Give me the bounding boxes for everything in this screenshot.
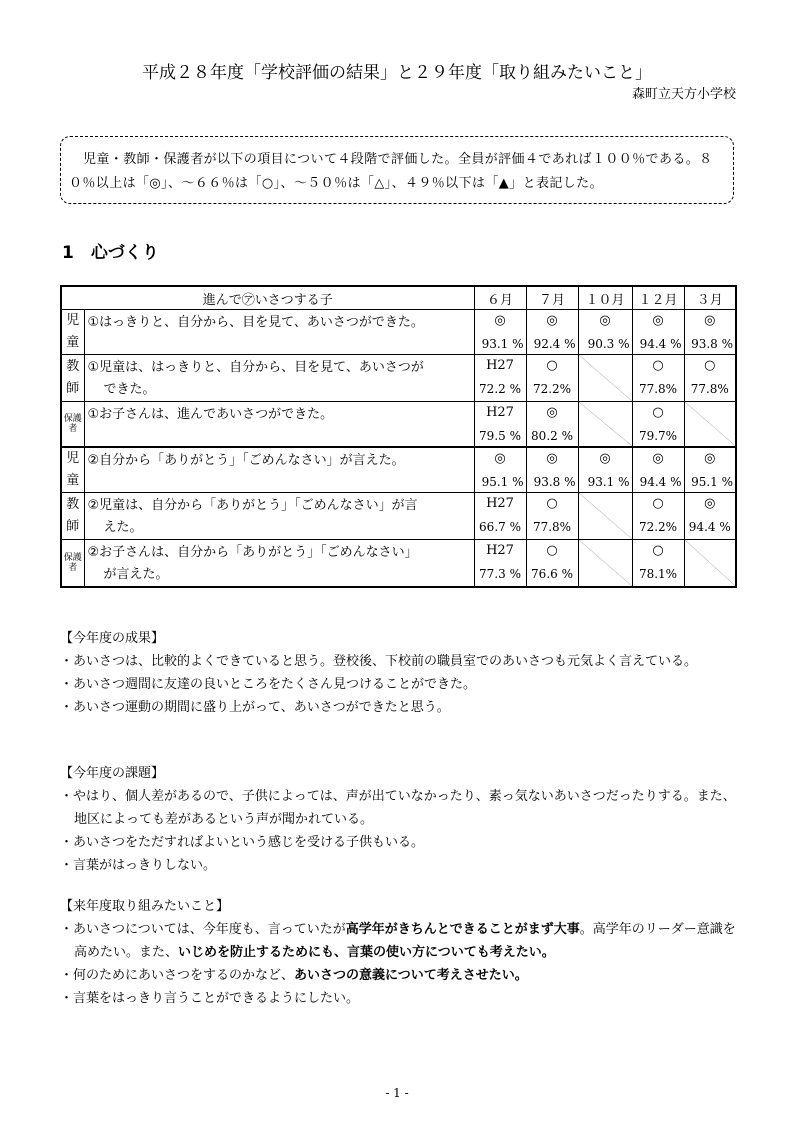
rating-percent: 93.8 %: [691, 337, 734, 351]
rating-cell: [632, 447, 684, 493]
page-number: - 1 -: [385, 1086, 409, 1100]
rating-symbol: ○: [652, 543, 664, 558]
rating-cell: [526, 310, 578, 355]
empty-cell: [684, 540, 736, 588]
item-text: [84, 540, 474, 588]
rating-cell: [578, 310, 632, 355]
section-title: 1 心づくり: [62, 243, 159, 263]
rating-cell: [474, 447, 526, 493]
next-heading: 【来年度取り組みたいこと】: [60, 899, 230, 914]
evaluation-table: [60, 285, 737, 588]
school-name: 森町立天方小学校: [631, 87, 736, 102]
rating-percent: 77.8%: [690, 382, 729, 396]
rating-percent: 93.8 %: [533, 475, 576, 489]
rating-cell: [632, 310, 684, 355]
rating-cell: [474, 310, 526, 355]
results-section: [60, 627, 740, 719]
rating-percent: 72.2%: [638, 520, 678, 534]
respondent-text: 保護者: [63, 553, 82, 573]
table-row: [61, 540, 736, 588]
empty-cell: [578, 402, 632, 448]
rating-cell: [684, 447, 736, 493]
rating-percent: 79.5 %: [479, 429, 521, 443]
rating-cell: [526, 493, 578, 540]
month-header: ６月: [474, 286, 526, 310]
diagonal-line: [579, 402, 632, 446]
diagonal-line: [685, 540, 736, 586]
empty-cell: [578, 493, 632, 540]
rating-percent: 95.1 %: [691, 475, 734, 489]
item-line: ②お子さんは、自分から「ありがとう」「ごめんなさい」: [87, 545, 418, 560]
rating-percent: 94.4 %: [688, 520, 731, 534]
empty-cell: [578, 540, 632, 588]
evaluation-note: [60, 136, 734, 204]
diagonal-line: [579, 355, 632, 401]
table-row: [61, 355, 736, 402]
rating-percent: 93.1 %: [481, 337, 524, 351]
item-line: ①お子さんは、進んであいさつができた。: [87, 407, 334, 422]
empty-cell: [578, 355, 632, 402]
rating-percent: 66.7 %: [479, 520, 521, 534]
rating-cell: [632, 402, 684, 448]
rating-cell: [632, 493, 684, 540]
rating-symbol: H27: [486, 543, 514, 558]
rating-symbol: ○: [546, 543, 558, 558]
rating-symbol: ◎: [704, 313, 716, 328]
item-text: [84, 402, 474, 448]
rating-cell: [578, 447, 632, 493]
month-header: ７月: [526, 286, 578, 310]
item-line: ②自分から「ありがとう」「ごめんなさい」が言えた。: [87, 453, 405, 468]
diagonal-line: [579, 540, 632, 586]
item-text: [84, 310, 474, 355]
list-item: ・言葉がはっきりしない。: [60, 858, 217, 873]
respondent-label: [61, 402, 84, 448]
table-row: [61, 310, 736, 355]
rating-symbol: H27: [486, 358, 514, 373]
table-row: [61, 493, 736, 540]
respondent-label: [61, 540, 84, 588]
rating-cell: [474, 355, 526, 402]
text-span: ・何のためにあいさつをするのかなど、: [60, 968, 295, 983]
rating-symbol: ○: [652, 358, 664, 373]
text-span: 。高学年のリーダー意識を高めたい。また、: [74, 922, 736, 960]
rating-percent: 72.2%: [532, 382, 572, 396]
rating-percent: 90.3 %: [587, 337, 630, 351]
rating-symbol: ◎: [652, 313, 664, 328]
item-text: [84, 355, 474, 402]
item-text: [84, 447, 474, 493]
issues-heading: 【今年度の課題】: [60, 766, 165, 781]
item-line: ①はっきりと、自分から、目を見て、あいさつができた。: [87, 315, 424, 330]
rating-percent: 92.4 %: [533, 337, 576, 351]
empty-cell: [684, 402, 736, 448]
item-line: できた。: [103, 382, 156, 397]
rating-symbol: ◎: [546, 451, 558, 466]
rating-symbol: ○: [546, 358, 558, 373]
rating-percent: 77.3 %: [479, 567, 521, 581]
month-header: １０月: [578, 286, 632, 310]
rating-symbol: ◎: [494, 451, 506, 466]
rating-symbol: ○: [652, 405, 664, 420]
text-span: ・あいさつについては、今年度も、言っていたが: [60, 922, 346, 937]
bold-text: あいさつの意義について考えさせたい。: [294, 968, 528, 983]
diagonal-line: [685, 402, 736, 446]
note-text: 児童・教師・保護者が以下の項目について４段階で評価した。全員が評価４であれば１００％である。８０％以上は「◎」、～６６％は「○」、～５０％は「△」、４９％以下は「▲」と表記した。: [69, 152, 713, 191]
rating-symbol: ◎: [652, 451, 664, 466]
rating-percent: 72.2 %: [479, 382, 521, 396]
rating-symbol: ◎: [704, 451, 716, 466]
rating-cell: [474, 493, 526, 540]
rating-percent: 77.8%: [532, 520, 572, 534]
rating-percent: 77.8%: [638, 382, 678, 396]
rating-cell: [632, 355, 684, 402]
item-line: が言えた。: [103, 567, 169, 582]
item-text: [84, 493, 474, 540]
item-line: えた。: [103, 520, 143, 535]
rating-cell: [684, 493, 736, 540]
list-item: [60, 964, 740, 987]
issues-section: [60, 762, 740, 877]
rating-percent: 95.1 %: [481, 475, 524, 489]
item-line: ①児童は、はっきりと、自分から、目を見て、あいさつが: [87, 360, 424, 375]
respondent-text: 保護者: [63, 414, 82, 434]
respondent-label: 児童: [61, 447, 84, 493]
rating-symbol: ○: [652, 496, 664, 511]
bold-text: いじめを防止するためにも、言葉の使い方についても考えたい。: [178, 945, 555, 960]
rating-cell: [474, 540, 526, 588]
diagonal-line: [579, 493, 632, 539]
rating-symbol: H27: [486, 496, 514, 511]
list-item: ・あいさつをただすればよいという感じを受ける子供もいる。: [60, 835, 425, 850]
rating-percent: 94.4 %: [639, 337, 682, 351]
rating-percent: 94.4 %: [639, 475, 682, 489]
table-row: [61, 402, 736, 448]
list-item: [60, 918, 740, 964]
rating-cell: [526, 402, 578, 448]
rating-percent: 79.7%: [638, 429, 678, 443]
bold-text: 高学年がきちんとできることがまず大事: [345, 922, 580, 937]
item-line: ②児童は、自分から「ありがとう」「ごめんなさい」が言: [87, 498, 418, 513]
next-year-section: [60, 895, 740, 1010]
rating-cell: [526, 540, 578, 588]
rating-cell: [526, 447, 578, 493]
page-title: 平成２８年度「学校評価の結果」と２９年度「取り組みたいこと」: [142, 63, 652, 83]
rating-symbol: ◎: [546, 405, 558, 420]
month-header: ３月: [684, 286, 736, 310]
rating-symbol: H27: [486, 405, 514, 420]
table-header-row: [61, 286, 736, 310]
rating-cell: [474, 402, 526, 448]
rating-symbol: ◎: [599, 313, 611, 328]
list-item: ・あいさつ週間に友達の良いところをたくさん見つけることができた。: [60, 677, 477, 692]
respondent-label: 教師: [61, 355, 84, 402]
rating-percent: 78.1%: [638, 567, 678, 581]
rating-cell: [632, 540, 684, 588]
list-item: ・言葉をはっきり言うことができるようにしたい。: [60, 991, 360, 1006]
rating-symbol: ◎: [599, 451, 611, 466]
rating-symbol: ○: [546, 496, 558, 511]
table-row: [61, 447, 736, 493]
rating-symbol: ◎: [494, 313, 506, 328]
rating-cell: [684, 310, 736, 355]
rating-symbol: ◎: [704, 496, 716, 511]
rating-cell: [526, 355, 578, 402]
rating-cell: [684, 355, 736, 402]
rating-percent: 93.1 %: [587, 475, 630, 489]
respondent-label: 教師: [61, 493, 84, 540]
month-header: １２月: [632, 286, 684, 310]
rating-percent: 76.6 %: [531, 567, 573, 581]
rating-symbol: ◎: [546, 313, 558, 328]
rating-percent: 80.2 %: [531, 429, 573, 443]
list-item: ・やはり、個人差があるので、子供によっては、声が出ていなかったり、素っ気ないあいさつだったりする。また、地区によっても差があるという声が聞かれている。: [60, 789, 736, 827]
list-item: ・あいさつ運動の期間に盛り上がって、あいさつができたと思う。: [60, 700, 450, 715]
table-heading: 進んで㋐いさつする子: [61, 286, 474, 310]
list-item: ・あいさつは、比較的よくできていると思う。登校後、下校前の職員室でのあいさつも元気よく言えている。: [60, 654, 698, 669]
results-heading: 【今年度の成果】: [60, 631, 165, 646]
respondent-label: 児童: [61, 310, 84, 355]
rating-symbol: ○: [704, 358, 716, 373]
